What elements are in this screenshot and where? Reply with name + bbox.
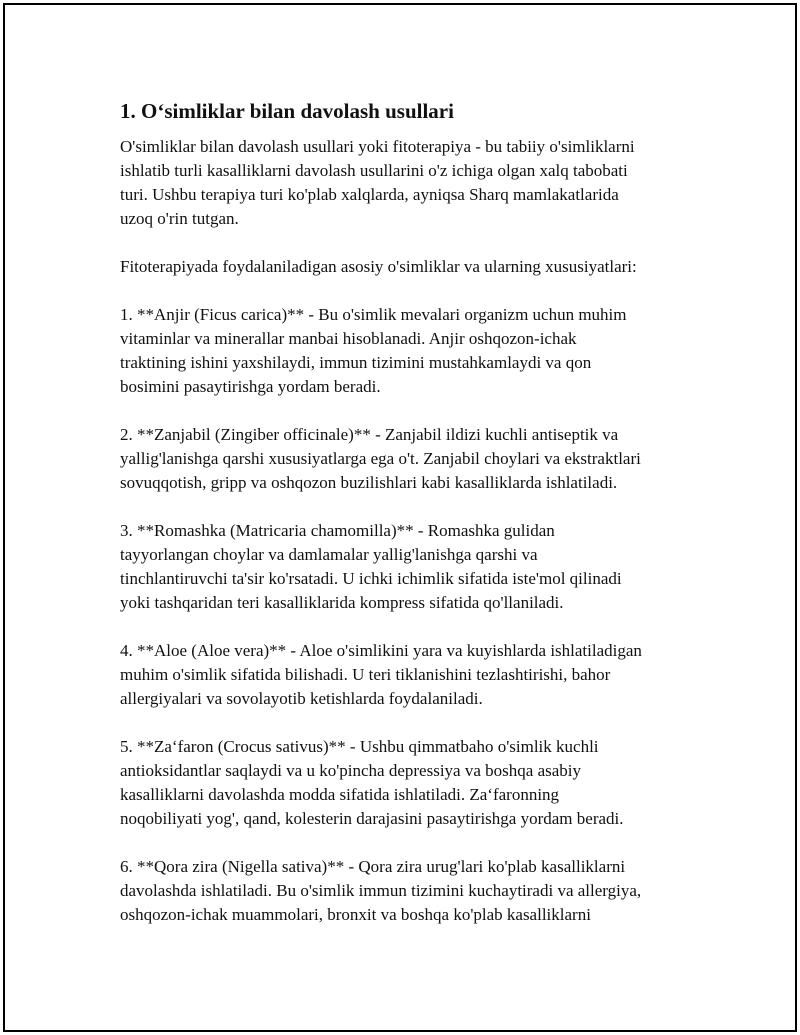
plant-item-zafaron: 5. **Za‘faron (Crocus sativus)** - Ushbu qimmatbaho o'simlik kuchli antioksidantlar saqlaydi va u ko'pincha depressiya va boshqa asabiy kasalliklarni davolashda modda sifatida ishlatiladi. Za‘faronning noqobiliyati yog', qand, kolesterin darajasini pasaytirishga yordam beradi. bbox=[120, 737, 624, 828]
document-page bbox=[3, 3, 797, 1032]
list-heading-paragraph: Fitoterapiyada foydalaniladigan asosiy o'simliklar va ularning xususiyatlari: bbox=[120, 257, 637, 276]
plant-item-zanjabil: 2. **Zanjabil (Zingiber officinale)** - Zanjabil ildizi kuchli antiseptik va yallig'lanishga qarshi xususiyatlarga ega o't. Zanjabil choylari va ekstraktlari sovuqqotish, gripp va oshqozon buzilishlari kabi kasalliklarda ishlatiladi. bbox=[120, 425, 641, 492]
document-title: 1. O‘simliklar bilan davolash usullari bbox=[120, 99, 454, 123]
document-body bbox=[120, 97, 700, 951]
plant-item-anjir: 1. **Anjir (Ficus carica)** - Bu o'simlik mevalari organizm uchun muhim vitaminlar va minerallar manbai hisoblanadi. Anjir oshqozon-ichak traktining ishini yaxshilaydi, immun tizimini mustahkamlaydi va qon bosimini pasaytirishga yordam beradi. bbox=[120, 305, 627, 396]
plant-item-aloe: 4. **Aloe (Aloe vera)** - Aloe o'simlikini yara va kuyishlarda ishlatiladigan muhim o'simlik sifatida bilishadi. U teri tiklanishini tezlashtirishi, bahor allergiyalari va sovolayotib ketishlarda foydalaniladi. bbox=[120, 641, 642, 708]
plant-item-qora-zira: 6. **Qora zira (Nigella sativa)** - Qora zira urug'lari ko'plab kasalliklarni davolashda ishlatiladi. Bu o'simlik immun tizimini kuchaytiradi va allergiya, oshqozon-ichak muammolari, bronxit va boshqa ko'plab kasalliklarni bbox=[120, 857, 642, 924]
plant-item-romashka: 3. **Romashka (Matricaria chamomilla)** - Romashka gulidan tayyorlangan choylar va damlamalar yallig'lanishga qarshi va tinchlantiruvchi ta'sir ko'rsatadi. U ichki ichimlik sifatida iste'mol qilinadi yoki tashqaridan teri kasalliklarida kompress sifatida qo'llaniladi. bbox=[120, 521, 622, 612]
intro-paragraph: O'simliklar bilan davolash usullari yoki fitoterapiya - bu tabiiy o'simliklarni ishlatib turli kasalliklarni davolash usullarini o'z ichiga olgan xalq tabobati turi. Ushbu terapiya turi ko'plab xalqlarda, ayniqsa Sharq mamlakatlarida uzoq o'rin tutgan. bbox=[120, 137, 635, 228]
